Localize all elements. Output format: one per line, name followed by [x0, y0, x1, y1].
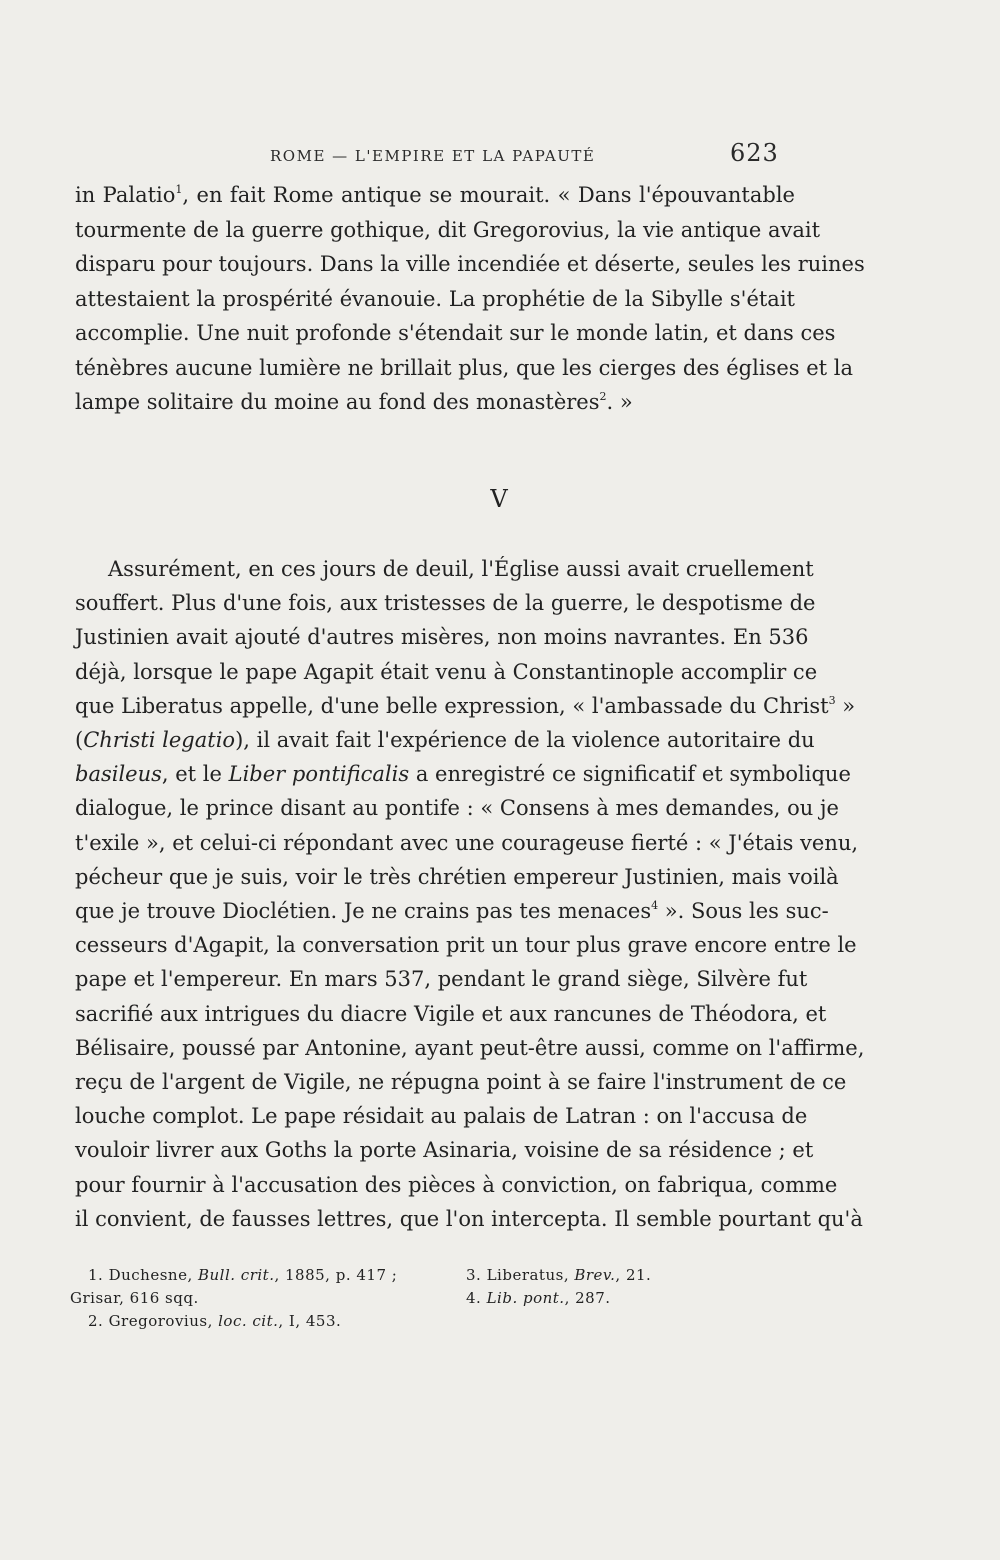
- footnote-4: [466, 1287, 611, 1309]
- line-text: pécheur que je suis, voir le très chrétien empereur Justinien, mais voilà: [75, 864, 839, 889]
- line-text: pour fournir à l'accusation des pièces à conviction, on fabriqua, comme: [75, 1172, 838, 1197]
- italic-text: Bull. crit.: [197, 1266, 275, 1284]
- line-text: 1. Duchesne,: [88, 1266, 198, 1284]
- text-line: [75, 896, 829, 926]
- line-text: Assurément, en ces jours de deuil, l'Église aussi avait cruellement: [108, 557, 814, 581]
- line-text: , 287.: [564, 1289, 611, 1307]
- text-line: [75, 657, 818, 687]
- text-line: [75, 249, 865, 279]
- text-line: [75, 759, 851, 789]
- text-line: [75, 1135, 814, 1165]
- line-text: , et le: [161, 762, 229, 787]
- line-text: louche complot. Le pape résidait au palais de Latran : on l'accusa de: [75, 1104, 808, 1129]
- text-line: [75, 862, 839, 892]
- line-text: a enregistré ce significatif et symbolique: [409, 762, 851, 787]
- line-text: 2. Gregorovius,: [88, 1312, 219, 1330]
- line-text: dialogue, le prince disant au pontife : « Consens à mes demandes, ou je: [75, 796, 839, 821]
- text-line: [75, 318, 836, 348]
- italic-text: loc. cit.: [218, 1312, 279, 1330]
- line-text: 4.: [466, 1289, 487, 1307]
- line-text: 3. Liberatus,: [466, 1266, 575, 1284]
- line-text: lampe solitaire du moine au fond des monastères: [75, 390, 600, 414]
- text-line: [75, 1204, 863, 1234]
- text-line: [75, 1101, 808, 1131]
- footnote-marker: 3: [828, 693, 836, 707]
- text-line: [75, 964, 808, 994]
- text-line: [75, 691, 856, 721]
- text-line: [75, 622, 809, 652]
- line-text: reçu de l'argent de Vigile, ne répugna point à se faire l'instrument de ce: [75, 1070, 847, 1094]
- line-text: »: [835, 693, 856, 718]
- footnote-marker: 1: [175, 183, 183, 196]
- text-line: [75, 215, 821, 245]
- line-text: cesseurs d'Agapit, la conversation prit un tour plus grave encore entre le: [75, 933, 857, 958]
- line-text: in Palatio: [75, 183, 176, 207]
- line-text: accomplie. Une nuit profonde s'étendait sur le monde latin, et dans ces: [75, 321, 836, 345]
- line-text: sacrifié aux intrigues du diacre Vigile et aux rancunes de Théodora, et: [75, 1001, 827, 1026]
- line-text: , 1885, p. 417 ;: [274, 1266, 398, 1284]
- line-text: ), il avait fait l'expérience de la violence autoritaire du: [235, 728, 815, 752]
- line-text: , en fait Rome antique se mourait. « Dans l'épouvantable: [182, 183, 795, 207]
- line-text: ». Sous les suc-: [658, 899, 829, 923]
- line-text: il convient, de fausses lettres, que l'on intercepta. Il semble pourtant qu'à: [75, 1206, 863, 1231]
- italic-text: Brev.: [574, 1266, 616, 1284]
- line-text: . »: [606, 390, 633, 414]
- text-line: [75, 725, 815, 755]
- line-text: souffert. Plus d'une fois, aux tristesses de la guerre, le despotisme de: [75, 591, 816, 616]
- text-line: [108, 554, 814, 584]
- footnote-marker: 2: [599, 390, 607, 403]
- text-line: [75, 1067, 847, 1097]
- line-text: que Liberatus appelle, d'une belle expression, « l'ambassade du Christ: [75, 693, 829, 718]
- text-line: [75, 930, 857, 960]
- line-text: (: [75, 728, 84, 752]
- text-line: [75, 793, 839, 823]
- footnote-marker: 4: [651, 899, 659, 912]
- footnote-1: [88, 1264, 397, 1286]
- italic-text: basileus: [75, 762, 162, 787]
- page-number: 623: [730, 139, 779, 167]
- text-line: [75, 1033, 865, 1063]
- line-text: attestaient la prospérité évanouie. La prophétie de la Sibylle s'était: [75, 286, 795, 311]
- footnote-1-cont: [70, 1287, 199, 1309]
- line-text: que je trouve Dioclétien. Je ne crains pas tes menaces: [75, 899, 652, 923]
- line-text: , 21.: [615, 1266, 652, 1284]
- line-text: tourmente de la guerre gothique, dit Gregorovius, la vie antique avait: [75, 217, 821, 242]
- line-text: t'exile », et celui-ci répondant avec une courageuse fierté : « J'étais venu,: [75, 830, 859, 855]
- text-line: [75, 999, 827, 1029]
- text-line: [75, 588, 816, 618]
- text-line: [75, 284, 795, 314]
- footnote-3: [466, 1264, 651, 1286]
- line-text: vouloir livrer aux Goths la porte Asinaria, voisine de sa résidence ; et: [75, 1138, 814, 1163]
- line-text: pape et l'empereur. En mars 537, pendant le grand siège, Silvère fut: [75, 967, 808, 992]
- italic-text: Christi legatio: [83, 728, 236, 752]
- line-text: ténèbres aucune lumière ne brillait plus, que les cierges des églises et la: [75, 355, 853, 380]
- line-text: Bélisaire, poussé par Antonine, ayant peut-être aussi, comme on l'affirme,: [75, 1035, 865, 1060]
- text-line: [75, 1170, 838, 1200]
- text-line: [75, 828, 859, 858]
- text-line: [75, 353, 853, 383]
- text-line: [75, 180, 795, 210]
- text-line: [75, 387, 795, 417]
- line-text: Justinien avait ajouté d'autres misères, non moins navrantes. En 536: [75, 625, 809, 650]
- line-text: Grisar, 616 sqq.: [70, 1289, 199, 1307]
- section-heading: V: [490, 485, 510, 513]
- line-text: déjà, lorsque le pape Agapit était venu à Constantinople accomplir ce: [75, 659, 818, 684]
- italic-text: Lib. pont.: [486, 1289, 565, 1307]
- footnote-2: [88, 1310, 341, 1332]
- italic-text: Liber pontificalis: [228, 762, 410, 787]
- line-text: , I, 453.: [278, 1312, 342, 1330]
- line-text: disparu pour toujours. Dans la ville incendiée et déserte, seules les ruines: [75, 252, 865, 276]
- running-title: ROME — L'EMPIRE ET LA PAPAUTÉ: [270, 147, 596, 165]
